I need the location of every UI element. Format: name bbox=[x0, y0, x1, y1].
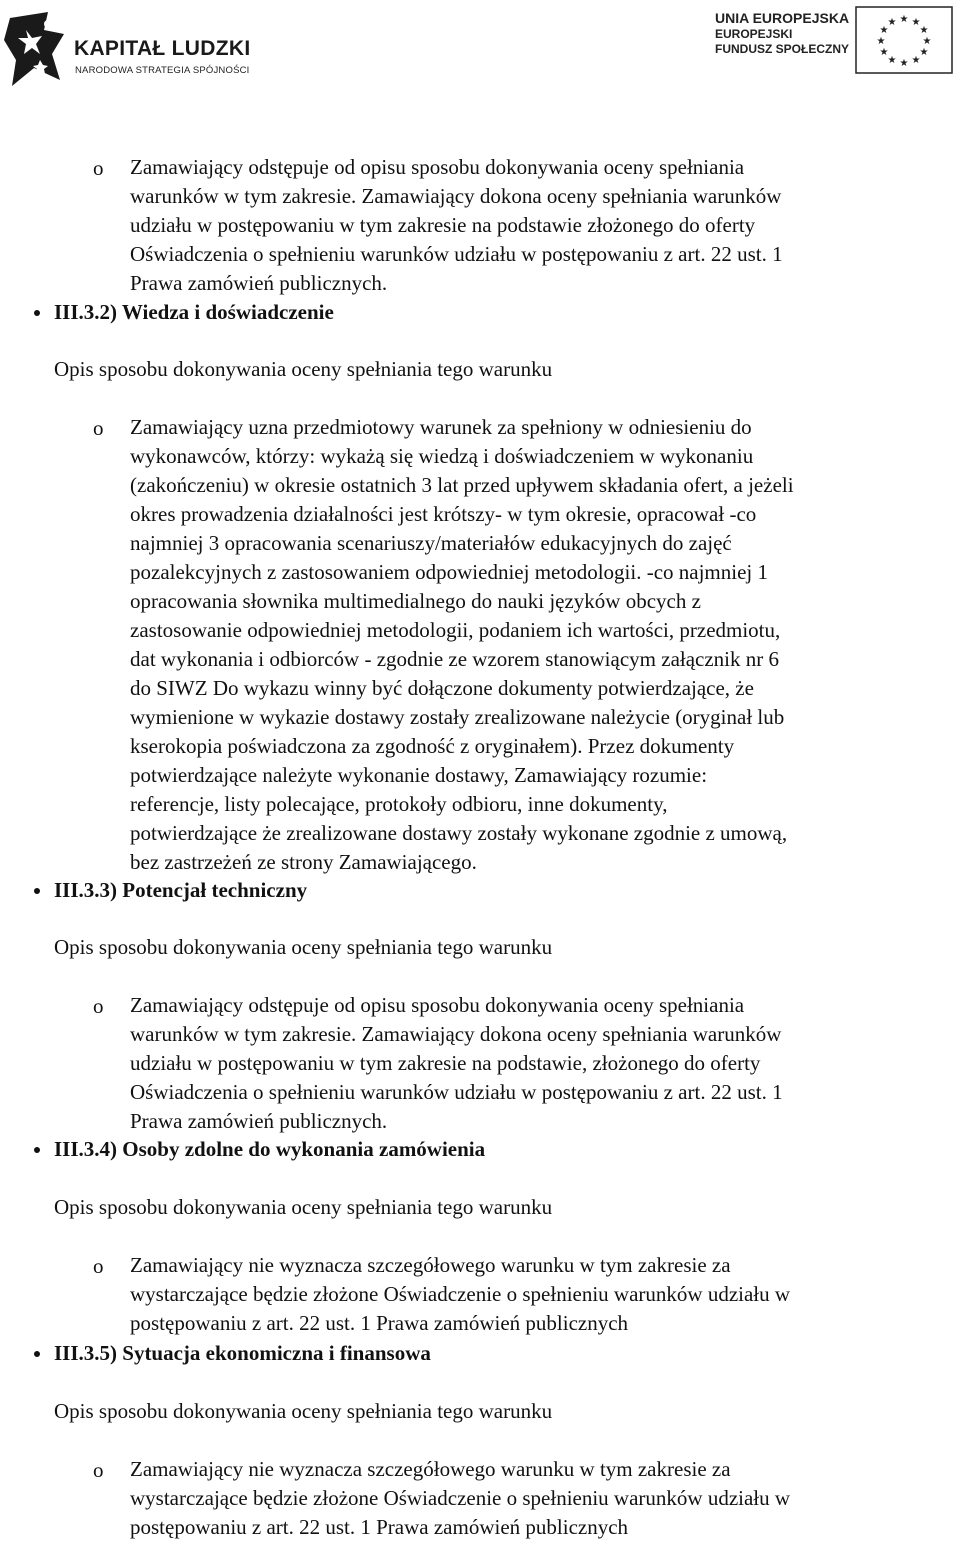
list-marker: o bbox=[93, 1254, 104, 1278]
kapital-ludzki-logo bbox=[4, 10, 264, 90]
section-opis-label: Opis sposobu dokonywania oceny spełniania tego warunku bbox=[54, 935, 553, 959]
potencjal-paragraph bbox=[130, 991, 930, 1136]
sytuacja-paragraph bbox=[130, 1455, 930, 1542]
bullet-icon bbox=[34, 1147, 40, 1153]
paragraph-line: do SIWZ Do wykazu winny być dołączone dokumenty potwierdzające, że bbox=[130, 676, 754, 700]
eu-logo-line2: EUROPEJSKI bbox=[715, 27, 793, 41]
paragraph-line: postępowaniu z art. 22 ust. 1 Prawa zamówień publicznych bbox=[130, 1311, 629, 1335]
kapital-ludzki-emblem-icon bbox=[4, 10, 68, 88]
paragraph-line: wystarczające będzie złożone Oświadczenie o spełnieniu warunków udziału w bbox=[130, 1282, 791, 1306]
list-marker: o bbox=[93, 156, 104, 180]
svg-text:★: ★ bbox=[879, 47, 889, 58]
eu-logo-text bbox=[715, 10, 849, 57]
paragraph-line: udziału w postępowaniu w tym zakresie na podstawie złożonego do oferty bbox=[130, 213, 756, 237]
bullet-icon bbox=[34, 1351, 40, 1357]
bullet-icon bbox=[34, 888, 40, 894]
paragraph-line: udziału w postępowaniu w tym zakresie na podstawie, złożonego do oferty bbox=[130, 1051, 761, 1075]
section-heading-osoby: III.3.4) Osoby zdolne do wykonania zamówienia bbox=[54, 1137, 486, 1161]
list-marker: o bbox=[93, 994, 104, 1018]
svg-text:★: ★ bbox=[899, 14, 909, 25]
list-marker: o bbox=[93, 416, 104, 440]
eu-logo-line1: UNIA EUROPEJSKA bbox=[715, 10, 850, 26]
paragraph-line: Oświadczenia o spełnieniu warunków udziału w postępowaniu z art. 22 ust. 1 bbox=[130, 242, 783, 266]
paragraph-line: (zakończeniu) w okresie ostatnich 3 lat przed upływem składania ofert, a jeżeli bbox=[130, 473, 794, 497]
paragraph-line: potwierdzające należyte wykonanie dostawy, Zamawiający rozumie: bbox=[130, 763, 708, 787]
paragraph-line: Zamawiający nie wyznacza szczegółowego warunku w tym zakresie za bbox=[130, 1457, 731, 1481]
paragraph-line: warunków w tym zakresie. Zamawiający dokona oceny spełniania warunków bbox=[130, 1022, 782, 1046]
section-heading-potencjal: III.3.3) Potencjał techniczny bbox=[54, 878, 308, 902]
svg-text:★: ★ bbox=[887, 55, 897, 66]
svg-text:★: ★ bbox=[879, 25, 889, 36]
paragraph-line: Zamawiający odstępuje od opisu sposobu dokonywania oceny spełniania bbox=[130, 993, 745, 1017]
paragraph-line: okres prowadzenia działalności jest krótszy- w tym okresie, opracował -co bbox=[130, 502, 757, 526]
paragraph-line: Prawa zamówień publicznych. bbox=[130, 271, 388, 295]
section-opis-label: Opis sposobu dokonywania oceny spełniania tego warunku bbox=[54, 357, 553, 381]
paragraph-line: Prawa zamówień publicznych. bbox=[130, 1109, 388, 1133]
intro-paragraph bbox=[130, 153, 930, 298]
paragraph-line: kserokopia poświadczona za zgodność z oryginałem). Przez dokumenty bbox=[130, 734, 735, 758]
svg-text:★: ★ bbox=[899, 58, 909, 69]
paragraph-line: Zamawiający uzna przedmiotowy warunek za spełniony w odniesieniu do bbox=[130, 415, 752, 439]
paragraph-line: zastosowanie odpowiedniej metodologii, podaniem ich wartości, przedmiotu, bbox=[130, 618, 781, 642]
wiedza-paragraph bbox=[130, 413, 930, 877]
paragraph-line: wystarczające będzie złożone Oświadczenie o spełnieniu warunków udziału w bbox=[130, 1486, 791, 1510]
kapital-ludzki-subtitle: NARODOWA STRATEGIA SPÓJNOŚCI bbox=[75, 65, 250, 76]
paragraph-line: postępowaniu z art. 22 ust. 1 Prawa zamówień publicznych bbox=[130, 1515, 629, 1539]
paragraph-line: dat wykonania i odbiorców - zgodnie ze wzorem stanowiącym załącznik nr 6 bbox=[130, 647, 780, 671]
svg-text:★: ★ bbox=[922, 36, 932, 47]
svg-text:★: ★ bbox=[919, 47, 929, 58]
svg-text:★: ★ bbox=[911, 17, 921, 28]
paragraph-line: Zamawiający odstępuje od opisu sposobu dokonywania oceny spełniania bbox=[130, 155, 745, 179]
kapital-ludzki-name: KAPITAŁ LUDZKI bbox=[74, 37, 251, 60]
svg-text:★: ★ bbox=[911, 55, 921, 66]
paragraph-line: Oświadczenia o spełnieniu warunków udziału w postępowaniu z art. 22 ust. 1 bbox=[130, 1080, 783, 1104]
paragraph-line: wykonawców, którzy: wykażą się wiedzą i doświadczeniem w wykonaniu bbox=[130, 444, 754, 468]
section-heading-wiedza: III.3.2) Wiedza i doświadczenie bbox=[54, 300, 334, 324]
section-opis-label: Opis sposobu dokonywania oceny spełniania tego warunku bbox=[54, 1399, 553, 1423]
osoby-paragraph bbox=[130, 1251, 930, 1338]
paragraph-line: Zamawiający nie wyznacza szczegółowego warunku w tym zakresie za bbox=[130, 1253, 731, 1277]
svg-text:★: ★ bbox=[887, 17, 897, 28]
section-opis-label: Opis sposobu dokonywania oceny spełniania tego warunku bbox=[54, 1195, 553, 1219]
paragraph-line: potwierdzające że zrealizowane dostawy zostały wykonane zgodnie z umową, bbox=[130, 821, 788, 845]
paragraph-line: bez zastrzeżeń ze strony Zamawiającego. bbox=[130, 850, 477, 874]
paragraph-line: pozalekcyjnych z zastosowaniem odpowiedniej metodologii. -co najmniej 1 bbox=[130, 560, 768, 584]
paragraph-line: warunków w tym zakresie. Zamawiający dokona oceny spełniania warunków bbox=[130, 184, 782, 208]
bullet-icon bbox=[34, 310, 40, 316]
list-marker: o bbox=[93, 1458, 104, 1482]
eu-logo bbox=[715, 6, 955, 76]
paragraph-line: opracowania słownika multimedialnego do nauki języków obcych z bbox=[130, 589, 701, 613]
section-heading-sytuacja: III.3.5) Sytuacja ekonomiczna i finansowa bbox=[54, 1341, 431, 1365]
eu-flag-icon bbox=[855, 6, 953, 74]
svg-text:★: ★ bbox=[919, 25, 929, 36]
paragraph-line: referencje, listy polecające, protokoły odbioru, inne dokumenty, bbox=[130, 792, 668, 816]
paragraph-line: najmniej 3 opracowania scenariuszy/materiałów edukacyjnych do zajęć bbox=[130, 531, 732, 555]
svg-text:★: ★ bbox=[876, 36, 886, 47]
eu-logo-line3: FUNDUSZ SPOŁECZNY bbox=[715, 42, 850, 56]
paragraph-line: wymienione w wykazie dostawy zostały zrealizowane należycie (oryginał lub bbox=[130, 705, 785, 729]
